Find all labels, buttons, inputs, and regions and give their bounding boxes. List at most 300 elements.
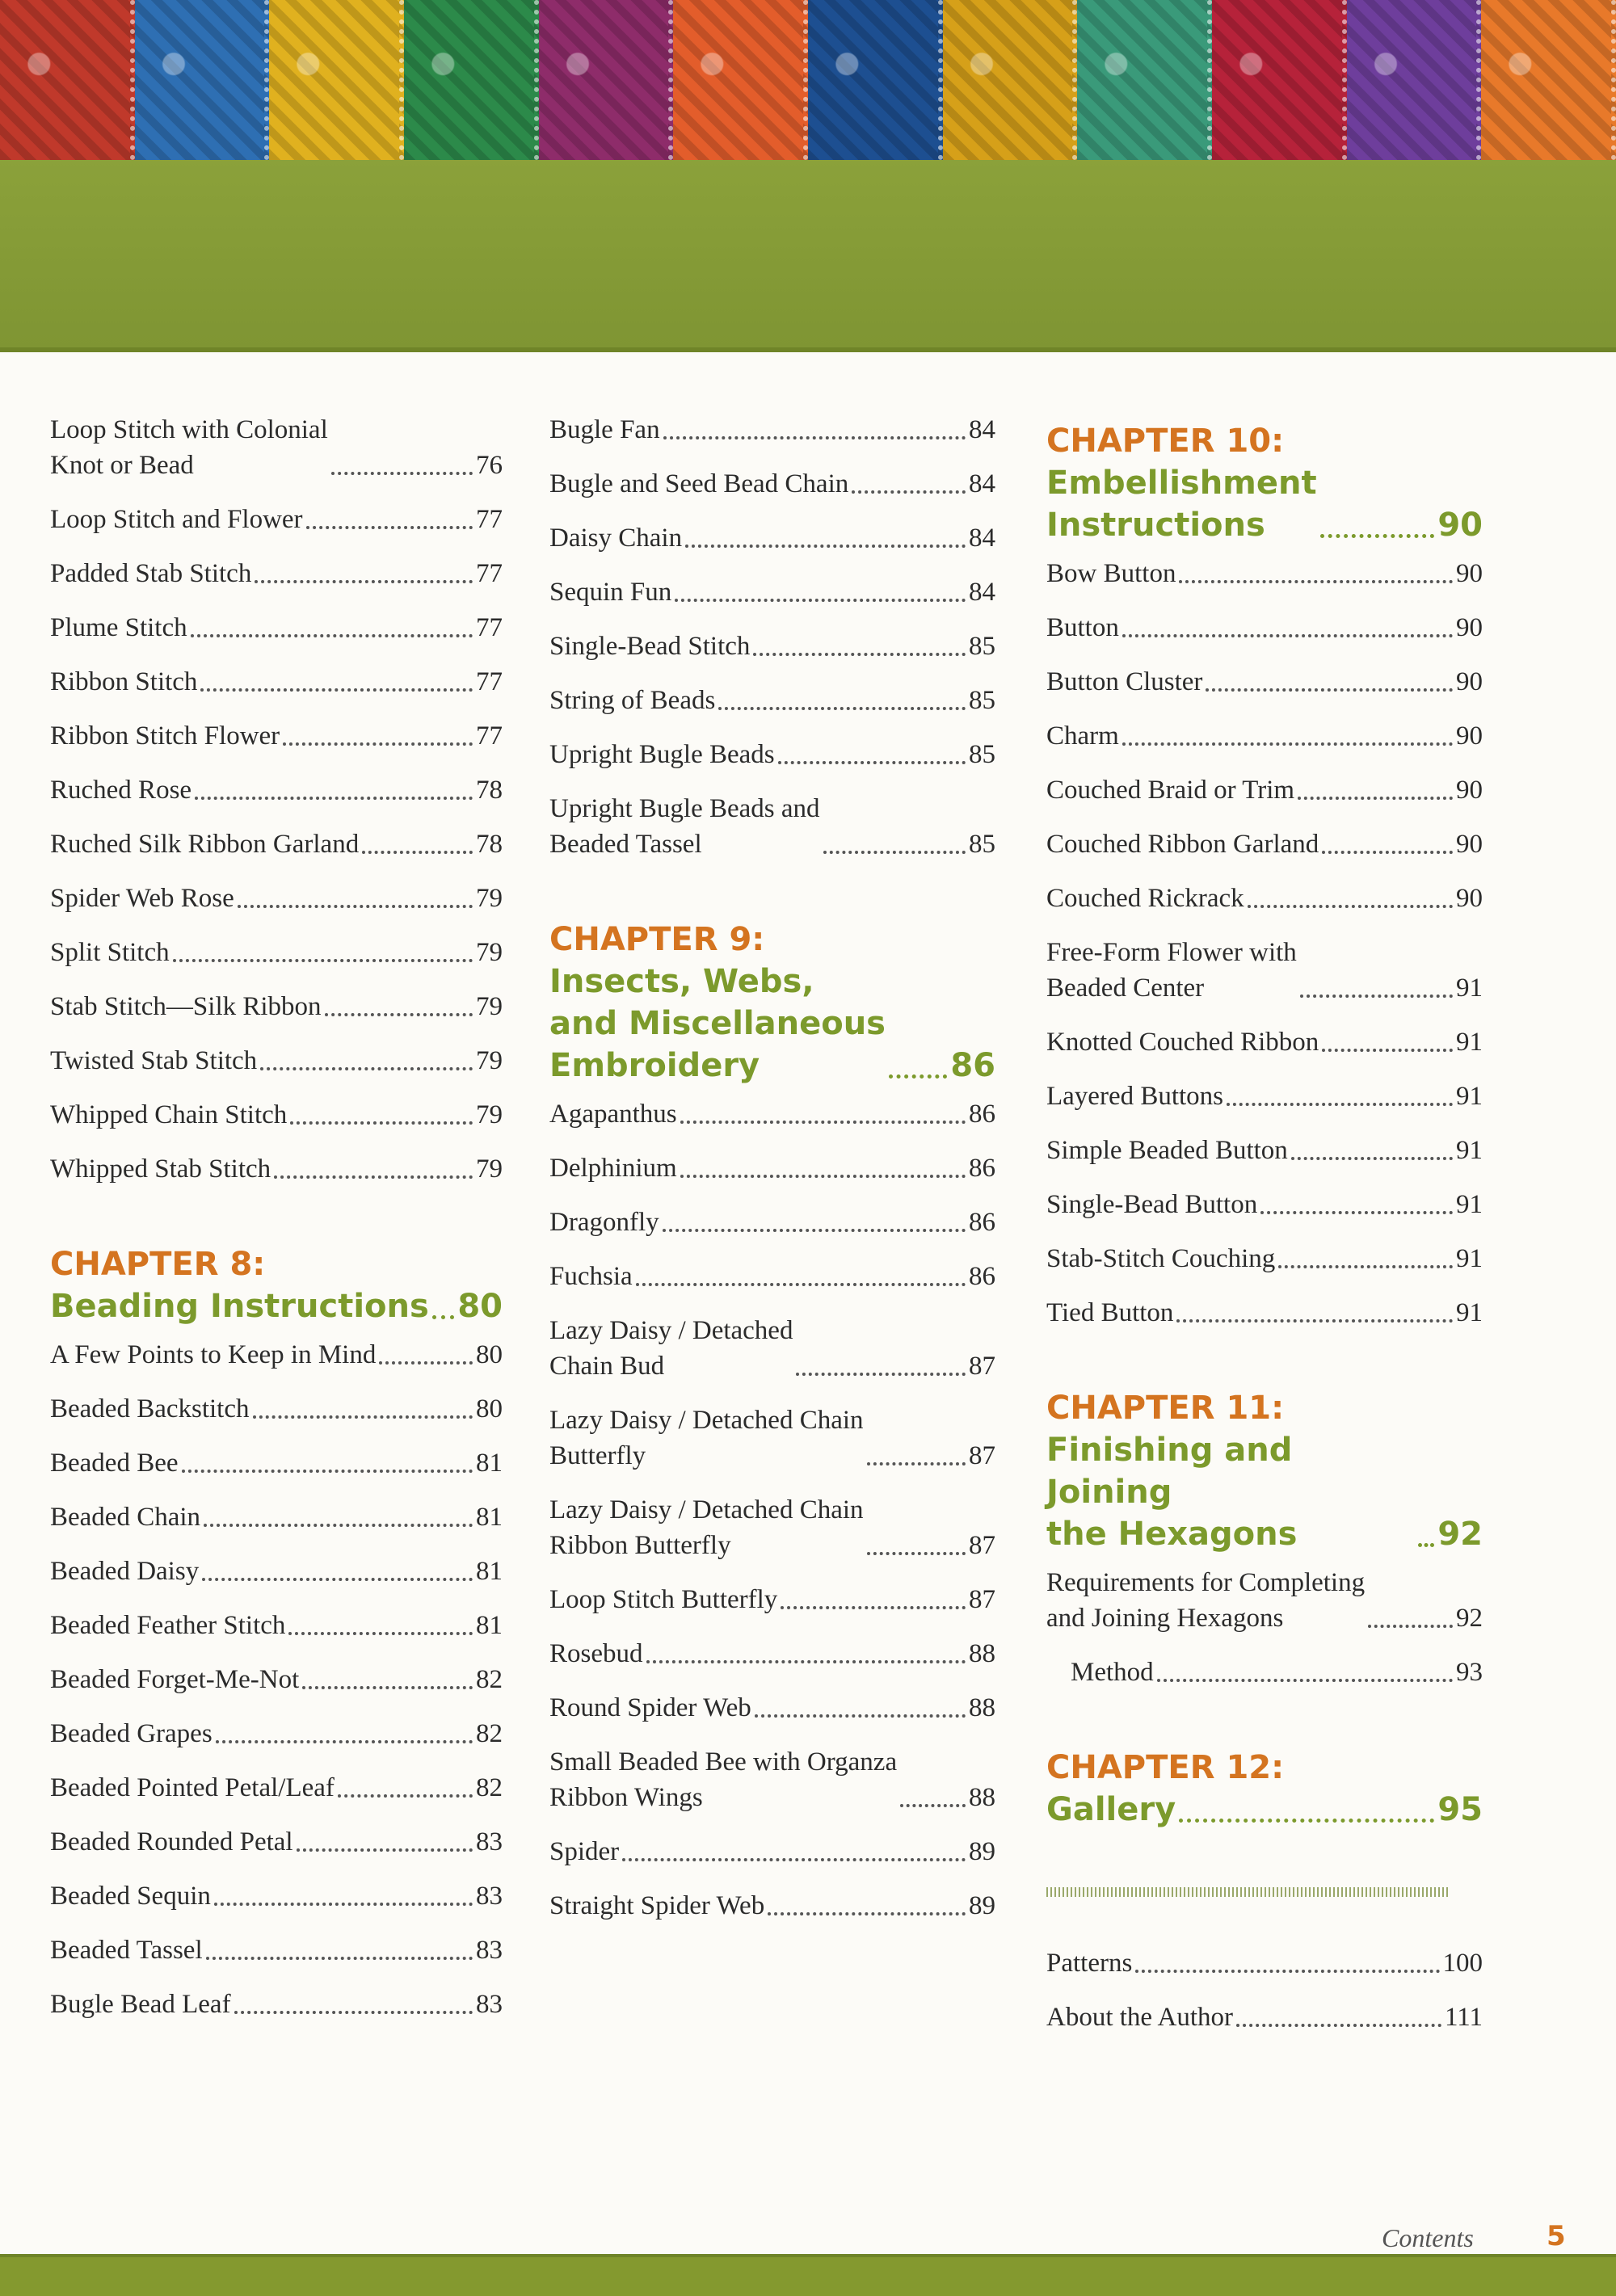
leader-dots: [1236, 2024, 1441, 2027]
chapter-page: 95: [1437, 1791, 1483, 1828]
entry-page: 86: [969, 1100, 995, 1129]
leader-dots: [253, 1415, 473, 1419]
leader-dots: [362, 851, 473, 854]
entry-title: Plume Stitch: [50, 613, 187, 642]
toc-entry: [50, 989, 503, 1024]
entry-page: 92: [1456, 1604, 1483, 1633]
leader-dots: [675, 599, 966, 602]
leader-dots: [297, 1848, 473, 1852]
entry-page: 82: [476, 1719, 503, 1748]
toc-entry: [50, 826, 503, 862]
leader-dots: [685, 545, 966, 548]
toc-entry: [50, 1878, 503, 1914]
entry-title: Ruched Rose: [50, 776, 192, 805]
entry-title: About the Author: [1046, 2003, 1233, 2032]
entry-title: Button Cluster: [1046, 667, 1203, 696]
entry-title: Bugle Fan: [549, 415, 660, 444]
entry-page: 87: [969, 1531, 995, 1560]
entry-title: Rosebud: [549, 1639, 643, 1668]
toc-entry: [50, 1391, 503, 1427]
entry-page: 80: [476, 1394, 503, 1423]
toc-entry: [50, 881, 503, 916]
entry-title: Beaded Forget-Me-Not: [50, 1665, 300, 1694]
chapter-12-heading: [1046, 1747, 1483, 1831]
toc-entry: [1046, 718, 1483, 754]
entry-page: 111: [1444, 2003, 1483, 2032]
quilt-photo-band: [0, 0, 1616, 160]
leader-dots: [1278, 1265, 1453, 1268]
leader-dots: [173, 959, 473, 962]
entry-title: Whipped Chain Stitch: [50, 1100, 288, 1129]
toc-entry: [1046, 1655, 1483, 1690]
toc-list-col1: [50, 412, 503, 1187]
entry-title: Bow Button: [1046, 559, 1176, 588]
chapter-page: 90: [1437, 507, 1483, 544]
leader-dots: [1320, 534, 1435, 538]
toc-entry: [549, 1313, 995, 1384]
leader-dots: [195, 797, 473, 800]
entry-page: 77: [476, 559, 503, 588]
entry-title: Beaded Rounded Petal: [50, 1827, 293, 1857]
entry-page: 83: [476, 1827, 503, 1857]
entry-page: 78: [476, 776, 503, 805]
toc-entry: [50, 1097, 503, 1133]
chapter-page: 92: [1437, 1516, 1483, 1553]
entry-page: 91: [1456, 973, 1483, 1003]
leader-dots: [1260, 1211, 1453, 1214]
chapter-10-heading: [1046, 420, 1483, 546]
entry-title: Beaded Chain: [50, 1503, 201, 1532]
leader-dots: [202, 1578, 473, 1581]
leader-dots: [1368, 1625, 1453, 1628]
entry-page: 79: [476, 992, 503, 1021]
toc-entry: [549, 1492, 995, 1563]
entry-page: 79: [476, 1154, 503, 1184]
chapter-number: CHAPTER 8:: [50, 1246, 266, 1283]
quilt-patch: [673, 0, 808, 160]
entry-page: 88: [969, 1639, 995, 1668]
entry-title: Couched Ribbon Garland: [1046, 830, 1319, 859]
leader-dots: [1227, 1103, 1453, 1106]
toc-entry: [50, 1151, 503, 1187]
quilt-patch: [1212, 0, 1347, 160]
quilt-patch: [1347, 0, 1482, 160]
entry-title: Beaded Feather Stitch: [50, 1611, 286, 1640]
toc-entry: [549, 520, 995, 556]
toc-list-chapter8: [50, 1337, 503, 2022]
toc-entry: [549, 1259, 995, 1294]
quilt-patch: [404, 0, 539, 160]
entry-page: 84: [969, 578, 995, 607]
entry-page: 81: [476, 1611, 503, 1640]
entry-page: 91: [1456, 1190, 1483, 1219]
leader-dots: [331, 472, 473, 475]
entry-title: Beaded Tassel: [50, 1936, 203, 1965]
chapter-number: CHAPTER 12:: [1046, 1749, 1285, 1786]
entry-title: Beaded Pointed Petal/Leaf: [50, 1773, 335, 1802]
entry-title: Knotted Couched Ribbon: [1046, 1028, 1319, 1057]
entry-title: Spider: [549, 1837, 620, 1866]
entry-page: 87: [969, 1585, 995, 1614]
entry-title: Agapanthus: [549, 1100, 677, 1129]
entry-title: Small Beaded Bee with Organza Ribbon Wings: [549, 1747, 898, 1812]
toc-entry: [549, 1402, 995, 1474]
toc-entry: [549, 629, 995, 664]
leader-dots: [1322, 851, 1453, 854]
toc-entry: [50, 1043, 503, 1079]
toc-entry: [50, 1824, 503, 1860]
entry-title: Ribbon Stitch: [50, 667, 198, 696]
leader-dots: [867, 1552, 966, 1555]
toc-entry: [1046, 881, 1483, 916]
toc-entry: [549, 574, 995, 610]
leader-dots: [290, 1121, 473, 1125]
entry-page: 84: [969, 524, 995, 553]
leader-dots: [622, 1858, 966, 1861]
toc-entry: [1046, 1565, 1483, 1636]
entry-title: String of Beads: [549, 686, 716, 715]
entry-page: 90: [1456, 613, 1483, 642]
entry-title: Lazy Daisy / Detached Chain Ribbon Butterfly: [549, 1495, 864, 1560]
entry-page: 86: [969, 1262, 995, 1291]
entry-page: 80: [476, 1340, 503, 1369]
entry-title: Ruched Silk Ribbon Garland: [50, 830, 360, 859]
entry-title: Loop Stitch Butterfly: [549, 1585, 778, 1614]
leader-dots: [288, 1632, 473, 1635]
entry-title: Split Stitch: [50, 938, 170, 967]
entry-title: Sequin Fun: [549, 578, 672, 607]
leader-dots: [306, 526, 473, 529]
entry-title: Lazy Daisy / Detached Chain Bud: [549, 1316, 793, 1381]
entry-title: Beaded Sequin: [50, 1882, 211, 1911]
entry-page: 76: [476, 451, 503, 480]
toc-entry: [50, 935, 503, 970]
leader-dots: [680, 1121, 966, 1124]
toc-entry: [50, 502, 503, 537]
chapter-11-heading: [1046, 1387, 1483, 1555]
leader-dots: [680, 1175, 966, 1178]
entry-page: 77: [476, 505, 503, 534]
leader-dots: [755, 1714, 966, 1718]
leader-dots: [238, 905, 473, 908]
toc-entry: [549, 1205, 995, 1240]
toc-column-2: [549, 412, 995, 1942]
quilt-patch: [943, 0, 1078, 160]
leader-dots: [255, 580, 473, 583]
entry-page: 90: [1456, 776, 1483, 805]
toc-entry: [549, 1582, 995, 1617]
entry-page: 79: [476, 1046, 503, 1075]
leader-dots: [200, 688, 473, 692]
entry-title: Ribbon Stitch Flower: [50, 721, 280, 751]
chapter-page: 80: [457, 1288, 503, 1325]
entry-title: Spider Web Rose: [50, 884, 234, 913]
toc-entry: [549, 683, 995, 718]
toc-entry: [549, 791, 995, 862]
chapter-title: Finishing and Joining the Hexagons: [1046, 1432, 1298, 1553]
entry-title: Simple Beaded Button: [1046, 1136, 1288, 1165]
entry-page: 91: [1456, 1028, 1483, 1057]
toc-list-back-matter: [1046, 1945, 1483, 2035]
leader-dots: [778, 761, 966, 764]
toc-entry: [50, 556, 503, 591]
leader-dots: [302, 1686, 473, 1689]
toc-entry: [50, 1337, 503, 1373]
entry-title: Layered Buttons: [1046, 1082, 1224, 1111]
leader-dots: [663, 1229, 966, 1232]
leader-dots: [1179, 1819, 1434, 1823]
leader-dots: [646, 1660, 966, 1663]
entry-title: Loop Stitch with Colonial Knot or Bead: [50, 415, 328, 480]
leader-dots: [1179, 580, 1453, 583]
leader-dots: [889, 1074, 947, 1079]
entry-page: 91: [1456, 1136, 1483, 1165]
toc-entry: [1046, 1945, 1483, 1981]
quilt-patch: [539, 0, 674, 160]
entry-title: Delphinium: [549, 1154, 677, 1183]
toc-entry: [50, 1662, 503, 1697]
leader-dots: [182, 1470, 473, 1473]
chapter-page: 86: [950, 1047, 995, 1084]
entry-title: Single-Bead Stitch: [549, 632, 751, 661]
quilt-patch: [135, 0, 270, 160]
leader-dots: [191, 634, 473, 637]
entry-title: Daisy Chain: [549, 524, 683, 553]
toc-entry: [549, 1636, 995, 1672]
entry-page: 77: [476, 721, 503, 751]
leader-dots: [206, 1957, 473, 1960]
leader-dots: [1122, 634, 1453, 637]
toc-entry: [549, 1096, 995, 1132]
entry-page: 88: [969, 1693, 995, 1722]
entry-title: Lazy Daisy / Detached Chain Butterfly: [549, 1406, 864, 1470]
chapter-8-heading: [50, 1243, 503, 1327]
entry-title: Bugle Bead Leaf: [50, 1990, 231, 2019]
entry-title: Padded Stab Stitch: [50, 559, 252, 588]
entry-page: 86: [969, 1154, 995, 1183]
entry-page: 81: [476, 1503, 503, 1532]
toc-entry: [549, 737, 995, 772]
toc-entry: [1046, 1133, 1483, 1168]
entry-page: 77: [476, 667, 503, 696]
footer-green-band: [0, 2254, 1616, 2296]
toc-entry: [1046, 1241, 1483, 1276]
entry-page: 91: [1456, 1244, 1483, 1273]
toc-entry: [1046, 1295, 1483, 1331]
entry-page: 100: [1442, 1949, 1483, 1978]
leader-dots: [1291, 1157, 1453, 1160]
toc-entry: [50, 718, 503, 754]
leader-dots: [796, 1373, 966, 1376]
toc-entry: [50, 664, 503, 700]
leader-dots: [216, 1740, 473, 1743]
leader-dots: [781, 1606, 966, 1609]
toc-entry: [50, 772, 503, 808]
leader-dots: [1298, 797, 1453, 800]
toc-entry: [1046, 935, 1483, 1006]
entry-page: 89: [969, 1891, 995, 1920]
entry-title: Stab-Stitch Couching: [1046, 1244, 1276, 1273]
header-green-band: [0, 160, 1616, 352]
entry-page: 89: [969, 1837, 995, 1866]
entry-page: 87: [969, 1352, 995, 1381]
toc-entry: [1046, 826, 1483, 862]
leader-dots: [1176, 1319, 1453, 1323]
toc-list-chapter11: [1046, 1565, 1483, 1690]
page-number: 5: [1547, 2220, 1566, 2252]
toc-entry: [549, 1834, 995, 1869]
toc-list-chapter10: [1046, 556, 1483, 1331]
chapter-title: Gallery: [1046, 1791, 1176, 1828]
leader-dots: [823, 851, 966, 854]
leader-dots: [274, 1175, 473, 1179]
entry-page: 93: [1456, 1658, 1483, 1687]
chapter-number: CHAPTER 10:: [1046, 423, 1285, 460]
entry-title: Twisted Stab Stitch: [50, 1046, 258, 1075]
entry-title: Tied Button: [1046, 1298, 1174, 1327]
chapter-title: Embellishment Instructions: [1046, 465, 1317, 544]
toc-entry: [1046, 1024, 1483, 1060]
entry-page: 90: [1456, 884, 1483, 913]
entry-title: Beaded Grapes: [50, 1719, 213, 1748]
leader-dots: [852, 490, 966, 494]
leader-dots: [234, 2011, 473, 2014]
toc-list-chapter9: [549, 1096, 995, 1924]
entry-title: Patterns: [1046, 1949, 1133, 1978]
entry-page: 90: [1456, 721, 1483, 751]
toc-entry: [549, 1744, 995, 1815]
entry-page: 79: [476, 884, 503, 913]
entry-page: 90: [1456, 559, 1483, 588]
entry-page: 85: [969, 632, 995, 661]
leader-dots: [379, 1361, 473, 1365]
entry-title: Method: [1071, 1658, 1154, 1687]
entry-page: 88: [969, 1783, 995, 1812]
entry-title: A Few Points to Keep in Mind: [50, 1340, 377, 1369]
entry-page: 91: [1456, 1082, 1483, 1111]
dotted-divider: [1046, 1887, 1450, 1897]
entry-title: Bugle and Seed Bead Chain: [549, 469, 849, 498]
quilt-patch: [269, 0, 404, 160]
toc-entry: [1046, 772, 1483, 808]
quilt-patch: [1481, 0, 1616, 160]
entry-page: 83: [476, 1936, 503, 1965]
entry-page: 87: [969, 1441, 995, 1470]
leader-dots: [1206, 688, 1453, 692]
entry-page: 82: [476, 1665, 503, 1694]
leader-dots: [1135, 1970, 1439, 1973]
leader-dots: [718, 707, 966, 710]
entry-title: Couched Braid or Trim: [1046, 776, 1295, 805]
entry-title: Requirements for Completing and Joining Hexagons: [1046, 1568, 1366, 1633]
toc-entry: [50, 1499, 503, 1535]
toc-entry: [50, 1445, 503, 1481]
toc-entry: [1046, 1187, 1483, 1222]
toc-entry: [50, 1932, 503, 1968]
leader-dots: [753, 653, 966, 656]
leader-dots: [867, 1462, 966, 1465]
entry-page: 85: [969, 740, 995, 769]
entry-page: 77: [476, 613, 503, 642]
toc-entry: [549, 1150, 995, 1186]
leader-dots: [432, 1315, 455, 1319]
quilt-patch: [1077, 0, 1212, 160]
leader-dots: [338, 1794, 473, 1798]
entry-title: Loop Stitch and Flower: [50, 505, 303, 534]
toc-entry: [1046, 610, 1483, 645]
entry-title: Beaded Bee: [50, 1449, 179, 1478]
toc-entry: [1046, 2000, 1483, 2035]
toc-column-3: [1046, 412, 1483, 2054]
toc-entry: [1046, 664, 1483, 700]
toc-list-col2: [549, 412, 995, 862]
entry-title: Beaded Daisy: [50, 1557, 200, 1586]
toc-column-1: [50, 412, 503, 2041]
chapter-number: CHAPTER 11:: [1046, 1390, 1285, 1427]
entry-title: Charm: [1046, 721, 1119, 751]
chapter-number: CHAPTER 9:: [549, 921, 765, 958]
leader-dots: [260, 1067, 473, 1070]
leader-dots: [214, 1903, 473, 1906]
entry-page: 84: [969, 469, 995, 498]
entry-page: 78: [476, 830, 503, 859]
chapter-title: Beading Instructions: [50, 1288, 429, 1325]
leader-dots: [1300, 995, 1453, 998]
entry-page: 83: [476, 1990, 503, 2019]
toc-entry: [1046, 1079, 1483, 1114]
leader-dots: [636, 1283, 966, 1286]
entry-page: 84: [969, 415, 995, 444]
entry-title: Single-Bead Button: [1046, 1190, 1258, 1219]
entry-title: Whipped Stab Stitch: [50, 1154, 271, 1184]
entry-page: 81: [476, 1557, 503, 1586]
leader-dots: [1122, 742, 1453, 746]
toc-entry: [50, 1987, 503, 2022]
entry-page: 86: [969, 1208, 995, 1237]
toc-entry: [1046, 556, 1483, 591]
entry-page: 82: [476, 1773, 503, 1802]
entry-page: 90: [1456, 667, 1483, 696]
entry-title: Upright Bugle Beads: [549, 740, 775, 769]
entry-title: Button: [1046, 613, 1119, 642]
toc-entry: [50, 1554, 503, 1589]
entry-page: 83: [476, 1882, 503, 1911]
leader-dots: [1322, 1049, 1453, 1052]
entry-page: 90: [1456, 830, 1483, 859]
leader-dots: [768, 1912, 966, 1915]
leader-dots: [283, 742, 473, 746]
leader-dots: [204, 1524, 473, 1527]
leader-dots: [1157, 1679, 1453, 1682]
entry-title: Stab Stitch—Silk Ribbon: [50, 992, 322, 1021]
toc-entry: [549, 1690, 995, 1726]
toc-entry: [50, 610, 503, 645]
toc-entry: [50, 1770, 503, 1806]
leader-dots: [663, 436, 966, 439]
entry-page: 85: [969, 686, 995, 715]
toc-entry: [549, 412, 995, 448]
entry-page: 79: [476, 1100, 503, 1129]
entry-title: Upright Bugle Beads and Beaded Tassel: [549, 794, 820, 859]
leader-dots: [900, 1804, 966, 1807]
leader-dots: [1248, 905, 1453, 908]
chapter-9-heading: [549, 919, 995, 1087]
toc-entry: [549, 466, 995, 502]
toc-entry: [50, 412, 503, 483]
leader-dots: [325, 1013, 473, 1016]
entry-page: 91: [1456, 1298, 1483, 1327]
chapter-title: Insects, Webs, and Miscellaneous Embroidery: [549, 963, 886, 1084]
